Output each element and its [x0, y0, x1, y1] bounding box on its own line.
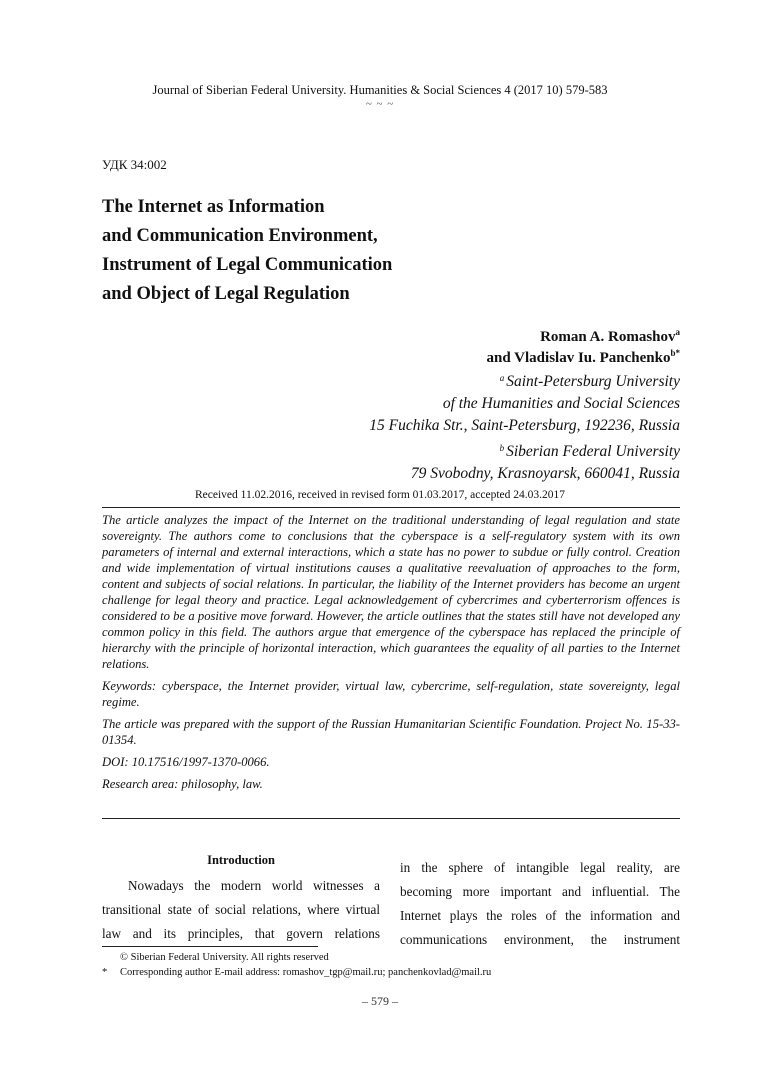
article-title: [102, 193, 662, 309]
section-heading-introduction: Introduction: [207, 853, 275, 867]
abstract-text: The article analyzes the impact of the Internet on the traditional understanding of legal regulation and state sovereignty. The authors come to conclusions that the cyberspace is a self-regulatory system with its own parameters of internal and external interactions, which a state has no power to subdue or fully control. Creation and wide implementation of virtual institutions causes a qualitative reevaluation of approaches to the form, content and subjects of social relations. In particular, the liability of the Internet providers has become an urgent challenge for legal theory and practice. Legal acknowledgement of cybercrimes and cyberterrorism offences is considered to be a positive move forward. However, the article outlines that the states still have not developed any common policy in this field. The authors argue that emergence of the cyberspace has replaced the principle of hierarchy with the principle of horizontal interaction, which guarantees the equality of all parties to the Internet relations.: [102, 513, 680, 671]
affiliation-a-line2: of the Humanities and Social Sciences: [442, 395, 680, 412]
affiliations: [120, 367, 680, 485]
affiliation-b-line1: $^b$ Siberian Federal University: [499, 443, 680, 460]
abstract-bottom-rule: [102, 818, 680, 819]
research-area: Research area: philosophy, law.: [102, 777, 263, 791]
footnotes: [102, 950, 702, 980]
header-ornament: ~ ~ ~: [365, 98, 395, 110]
received-dates: Received 11.02.2016, received in revised form 01.03.2017, accepted 24.03.2017: [194, 489, 566, 501]
authors: [120, 327, 680, 369]
abstract: [102, 512, 680, 798]
udc-code: УДК 34:002: [102, 157, 167, 172]
title-line: The Internet as Information: [102, 197, 325, 217]
title-line: Instrument of Legal Communication: [102, 255, 393, 275]
funding-note: The article was prepared with the support of the Russian Humanitarian Scientific Foundation. Project No. 15-33-01354.: [102, 717, 680, 747]
affiliation-a-line1: $^a$ Saint-Petersburg University: [499, 373, 680, 390]
abstract-top-rule: [102, 507, 680, 508]
title-line: and Communication Environment,: [102, 226, 378, 246]
body-paragraph: Nowadays the modern world witnesses a transitional state of social relations, where virtual law and its principles, that govern relations: [102, 878, 380, 941]
body-column-left: [102, 852, 380, 946]
title-line: and Object of Legal Regulation: [102, 284, 350, 304]
footnote-corresponding: * Corresponding author E-mail address: romashov_tgp@mail.ru; panchenkovlad@mail.ru: [102, 967, 492, 978]
footnote-copyright: © Siberian Federal University. All rights reserved: [120, 952, 329, 963]
footnote-rule: [102, 946, 318, 947]
affiliation-a-line3: 15 Fuchika Str., Saint-Petersburg, 192236, Russia: [369, 417, 680, 434]
author-2: and Vladislav Iu. Panchenko$^{b*}$: [486, 348, 680, 366]
author-1: Roman A. Romashov$^a$: [540, 327, 680, 345]
keywords: Keywords: cyberspace, the Internet provider, virtual law, cybercrime, self-regulation, state sovereignty, legal regime.: [102, 679, 680, 709]
page-number: – 579 –: [362, 994, 398, 1008]
body-column-right: in the sphere of intangible legal reality, are becoming more important and influential. The Internet plays the roles of the information and communications environment, the instrument: [400, 860, 680, 947]
journal-header: Journal of Siberian Federal University. Humanities & Social Sciences 4 (2017 10) 579-583: [152, 83, 608, 97]
affiliation-b-line2: 79 Svobodny, Krasnoyarsk, 660041, Russia: [410, 465, 680, 482]
doi: DOI: 10.17516/1997-1370-0066.: [102, 755, 270, 769]
